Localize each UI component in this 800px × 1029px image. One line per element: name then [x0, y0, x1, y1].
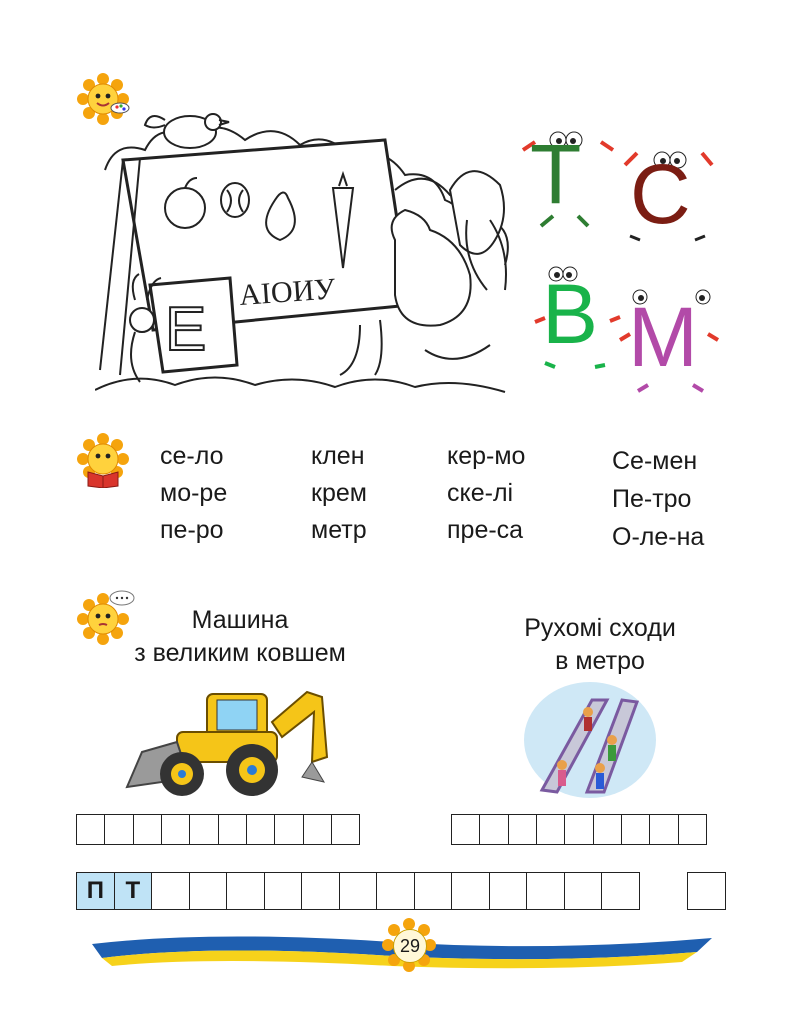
riddle-left-line1: Машина	[191, 606, 289, 634]
letter-box[interactable]	[331, 814, 361, 845]
board-vowels: АІОИУ	[238, 272, 337, 312]
answer-boxes-right	[451, 814, 707, 845]
letter-box[interactable]	[414, 872, 453, 910]
name-word: О-ле-на	[612, 523, 705, 551]
letter-m: М	[628, 290, 698, 384]
syllable-word: ске-лі	[447, 479, 514, 507]
filled-letter-box[interactable]: Т	[114, 872, 153, 910]
letter-box[interactable]	[376, 872, 415, 910]
letter-box[interactable]	[526, 872, 565, 910]
letter-box[interactable]	[246, 814, 276, 845]
letter-box[interactable]	[161, 814, 191, 845]
syllable-word: крем	[311, 479, 367, 507]
letter-box[interactable]	[274, 814, 304, 845]
letter-box[interactable]	[621, 814, 651, 845]
reading-column-names	[612, 442, 704, 556]
syllable-word: мо-ре	[160, 479, 228, 507]
letter-box[interactable]	[489, 872, 528, 910]
letter-box[interactable]	[133, 814, 163, 845]
letter-box[interactable]	[508, 814, 538, 845]
letter-box[interactable]	[104, 814, 134, 845]
riddle-right-caption	[490, 612, 710, 678]
answer-boxes-left	[76, 814, 360, 845]
reading-column-3	[447, 438, 525, 549]
letter-box[interactable]	[301, 872, 340, 910]
letter-box[interactable]	[451, 872, 490, 910]
letter-box[interactable]	[601, 872, 640, 910]
letter-box[interactable]	[189, 814, 219, 845]
riddle-left-caption	[100, 604, 380, 670]
syllable-word: метр	[311, 516, 367, 544]
letter-t-character	[518, 120, 618, 230]
letter-s: С	[630, 147, 691, 241]
letter-box[interactable]	[564, 872, 603, 910]
syllable-word: пе-ро	[160, 516, 224, 544]
syllable-word: пре-са	[447, 516, 524, 544]
answer-box-separate	[687, 872, 726, 910]
letter-box[interactable]	[151, 872, 190, 910]
name-word: Се-мен	[612, 447, 698, 475]
letter-v-character	[530, 262, 630, 377]
letter-box[interactable]	[303, 814, 333, 845]
board-big-letter: Е	[165, 295, 207, 364]
letter-v: В	[542, 267, 599, 361]
filled-letter-box[interactable]: П	[76, 872, 115, 910]
reading-column-2	[311, 438, 367, 549]
letter-box[interactable]	[451, 814, 481, 845]
sunflower-reading-icon	[76, 432, 130, 488]
letter-t: Т	[530, 127, 582, 221]
letter-box[interactable]	[687, 872, 726, 910]
riddle-left-line2: з великим ковшем	[134, 639, 346, 667]
letter-s-character	[620, 140, 720, 250]
letter-box[interactable]	[189, 872, 228, 910]
alphabet-board-illustration	[95, 100, 555, 410]
letter-box[interactable]	[264, 872, 303, 910]
letter-box[interactable]	[479, 814, 509, 845]
answer-row-main	[76, 872, 640, 910]
letter-box[interactable]	[218, 814, 248, 845]
syllable-word: клен	[311, 442, 365, 470]
excavator-image	[122, 682, 332, 802]
letter-box[interactable]	[678, 814, 708, 845]
name-word: Пе-тро	[612, 485, 692, 513]
syllable-word: кер-мо	[447, 442, 526, 470]
letter-box[interactable]	[564, 814, 594, 845]
syllable-word: се-ло	[160, 442, 224, 470]
letter-box[interactable]	[649, 814, 679, 845]
letter-box[interactable]	[226, 872, 265, 910]
letter-m-character	[618, 285, 728, 395]
escalator-image	[522, 680, 658, 800]
letter-box[interactable]	[76, 814, 106, 845]
letter-box[interactable]	[593, 814, 623, 845]
reading-column-1	[160, 438, 227, 549]
letter-box[interactable]	[536, 814, 566, 845]
letter-box[interactable]	[339, 872, 378, 910]
riddle-right-line2: в метро	[555, 647, 645, 675]
page-number: 29	[393, 929, 427, 963]
riddle-right-line1: Рухомі сходи	[524, 614, 676, 642]
